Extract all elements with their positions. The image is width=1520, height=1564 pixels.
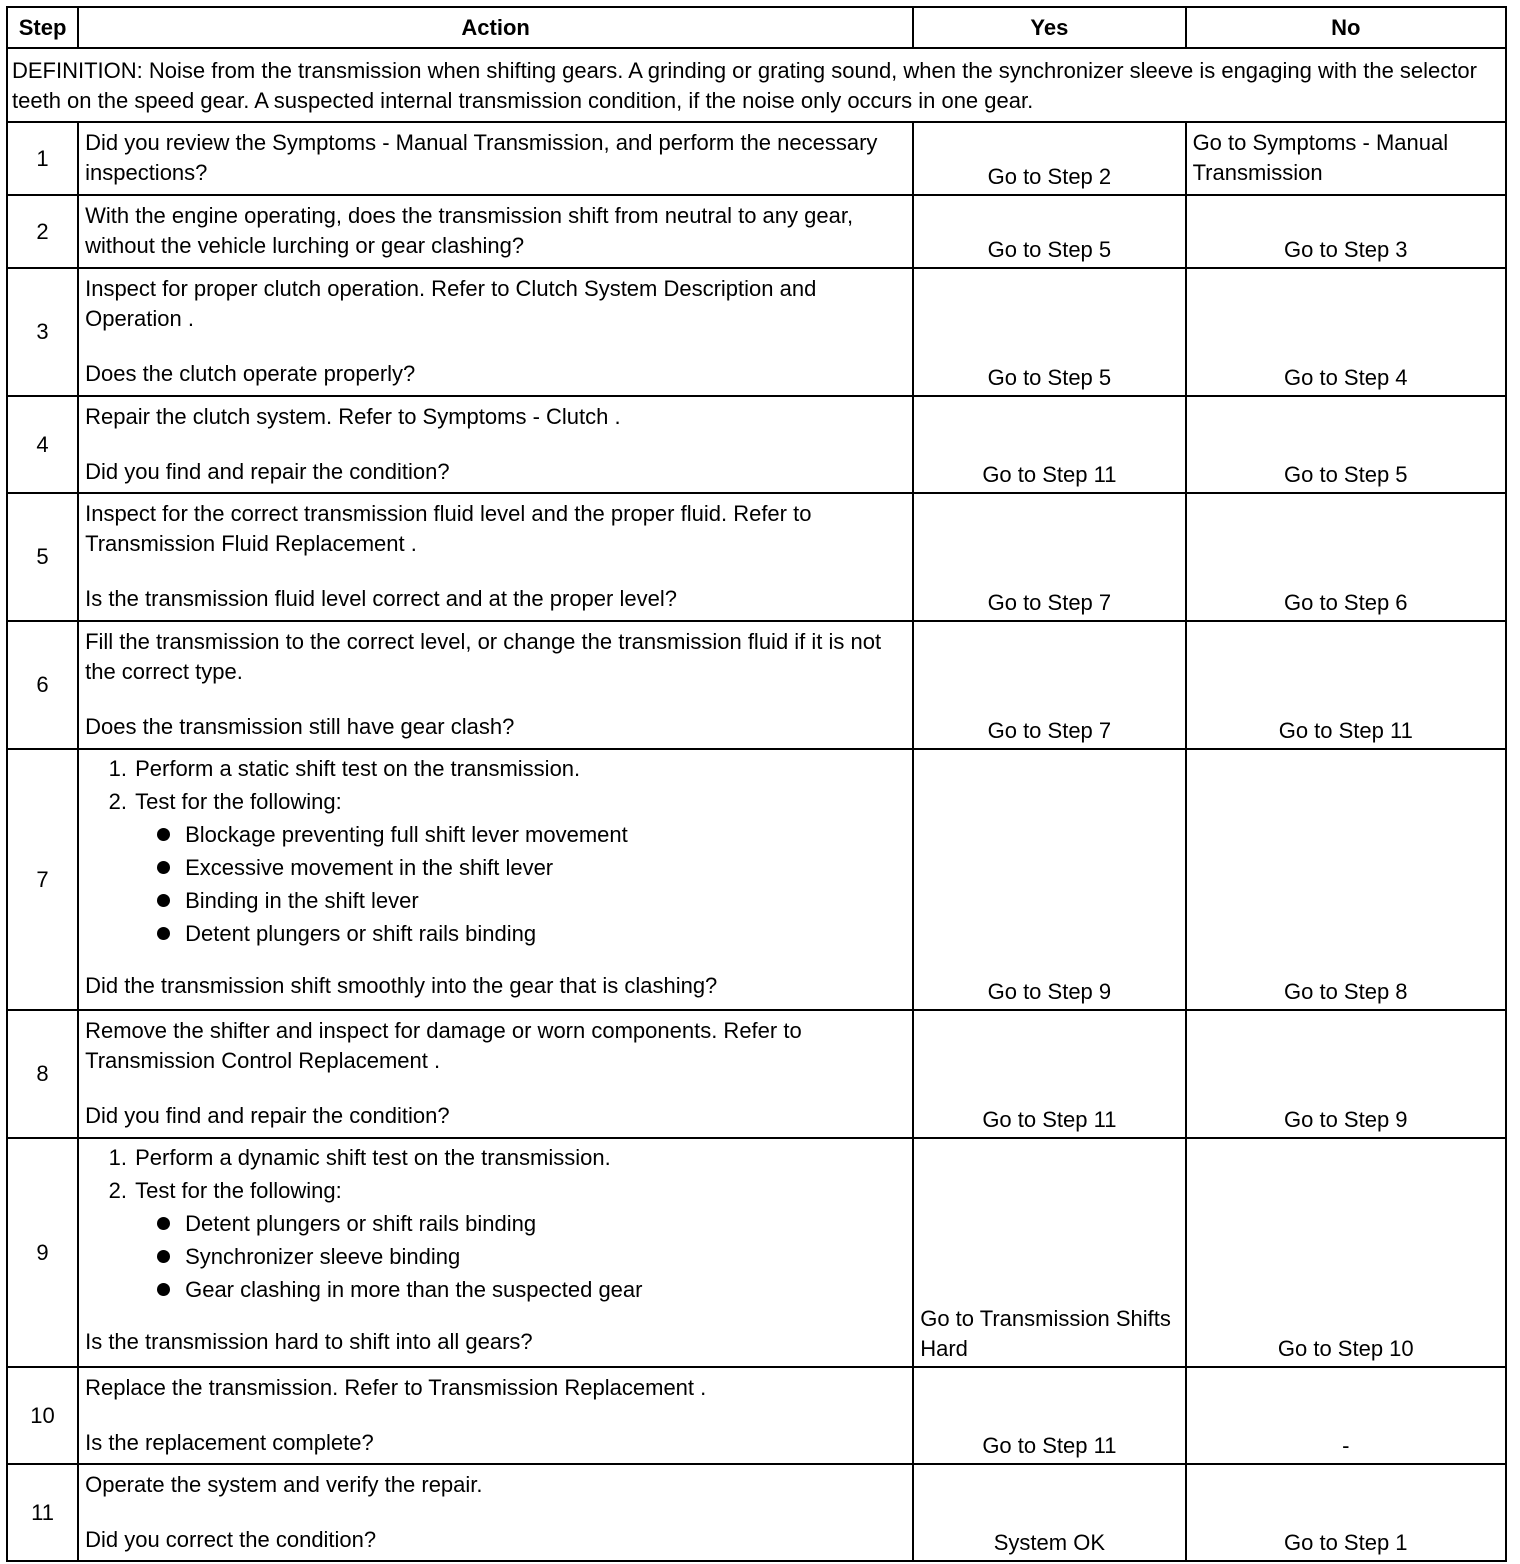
table-row	[7, 749, 1506, 1010]
table-row	[7, 1464, 1506, 1561]
bullet-item	[157, 1273, 906, 1306]
no-cell: Go to Step 5	[1186, 396, 1506, 493]
step-number: 7	[7, 749, 78, 1010]
no-cell: Go to Step 1	[1186, 1464, 1506, 1561]
list-item-text: Test for the following:	[135, 1178, 342, 1203]
action-text: Remove the shifter and inspect for damage or worn components. Refer to Transmission Control Replacement .	[85, 1018, 802, 1073]
bullet-text: Excessive movement in the shift lever	[185, 855, 554, 880]
action-cell	[78, 1367, 913, 1464]
list-item	[133, 785, 906, 950]
action-cell	[78, 195, 913, 268]
action-cell	[78, 621, 913, 749]
bullet-text: Gear clashing in more than the suspected gear	[185, 1277, 643, 1302]
action-cell	[78, 493, 913, 621]
bullet-icon	[157, 1217, 170, 1230]
bullet-text: Binding in the shift lever	[185, 888, 419, 913]
table-row	[7, 1367, 1506, 1464]
yes-cell: Go to Transmission Shifts Hard	[913, 1138, 1185, 1367]
no-cell: Go to Step 9	[1186, 1010, 1506, 1138]
yes-cell: Go to Step 9	[913, 749, 1185, 1010]
step-number: 5	[7, 493, 78, 621]
no-cell: Go to Symptoms - Manual Transmission	[1186, 122, 1506, 195]
step-number: 10	[7, 1367, 78, 1464]
action-question: Did you find and repair the condition?	[85, 459, 450, 484]
table-row	[7, 195, 1506, 268]
step-number: 6	[7, 621, 78, 749]
bullet-icon	[157, 1283, 170, 1296]
yes-cell: Go to Step 5	[913, 195, 1185, 268]
action-text: With the engine operating, does the transmission shift from neutral to any gear, without the vehicle lurching or gear clashing?	[85, 203, 854, 258]
step-number: 1	[7, 122, 78, 195]
action-question: Did the transmission shift smoothly into the gear that is clashing?	[85, 973, 718, 998]
table-row	[7, 268, 1506, 396]
step-number: 4	[7, 396, 78, 493]
bullet-text: Synchronizer sleeve binding	[185, 1244, 461, 1269]
bullet-icon	[157, 828, 170, 841]
table-row	[7, 1010, 1506, 1138]
numbered-list	[85, 1141, 906, 1306]
yes-cell: Go to Step 5	[913, 268, 1185, 396]
action-question: Does the clutch operate properly?	[85, 361, 416, 386]
header-action: Action	[78, 7, 913, 48]
bullet-item	[157, 851, 906, 884]
bullet-item	[157, 917, 906, 950]
action-cell	[78, 122, 913, 195]
numbered-list	[85, 752, 906, 950]
header-row	[7, 7, 1506, 48]
bullet-item	[157, 884, 906, 917]
step-number: 9	[7, 1138, 78, 1367]
list-item-text: Test for the following:	[135, 789, 342, 814]
bullet-text: Detent plungers or shift rails binding	[185, 1211, 537, 1236]
table-row	[7, 122, 1506, 195]
action-text: Did you review the Symptoms - Manual Transmission, and perform the necessary inspections?	[85, 130, 878, 185]
definition-row	[7, 48, 1506, 122]
step-number: 11	[7, 1464, 78, 1561]
list-item	[133, 1174, 906, 1306]
action-cell	[78, 749, 913, 1010]
list-item: 1. Perform a dynamic shift test on the transmission.	[133, 1141, 906, 1174]
action-question: Is the transmission fluid level correct and at the proper level?	[85, 586, 677, 611]
action-text: Repair the clutch system. Refer to Symptoms - Clutch .	[85, 404, 621, 429]
action-question: Is the transmission hard to shift into all gears?	[85, 1329, 533, 1354]
no-cell: Go to Step 3	[1186, 195, 1506, 268]
list-item: 1. Perform a static shift test on the transmission.	[133, 752, 906, 785]
yes-cell: Go to Step 7	[913, 493, 1185, 621]
no-cell: Go to Step 8	[1186, 749, 1506, 1010]
bullet-list	[135, 1207, 906, 1306]
no-cell: Go to Step 11	[1186, 621, 1506, 749]
step-number: 8	[7, 1010, 78, 1138]
bullet-icon	[157, 861, 170, 874]
table-row	[7, 1138, 1506, 1367]
no-cell: Go to Step 4	[1186, 268, 1506, 396]
no-cell: -	[1186, 1367, 1506, 1464]
bullet-icon	[157, 927, 170, 940]
no-cell: Go to Step 10	[1186, 1138, 1506, 1367]
yes-cell: Go to Step 11	[913, 1367, 1185, 1464]
action-question: Does the transmission still have gear clash?	[85, 714, 515, 739]
bullet-text: Detent plungers or shift rails binding	[185, 921, 537, 946]
action-text: Inspect for the correct transmission fluid level and the proper fluid. Refer to Transmission Fluid Replacement .	[85, 501, 812, 556]
definition-text: DEFINITION: Noise from the transmission when shifting gears. A grinding or grating sound, when the synchronizer sleeve is engaging with the selector teeth on the speed gear. A suspected internal transmission condition, if the noise only occurs in one gear.	[7, 48, 1506, 122]
table-row	[7, 396, 1506, 493]
action-cell	[78, 1138, 913, 1367]
yes-cell: Go to Step 11	[913, 1010, 1185, 1138]
bullet-icon	[157, 894, 170, 907]
table-row	[7, 621, 1506, 749]
bullet-item	[157, 1240, 906, 1273]
action-question: Did you find and repair the condition?	[85, 1103, 450, 1128]
action-question: Is the replacement complete?	[85, 1430, 374, 1455]
step-number: 3	[7, 268, 78, 396]
diagnostic-table	[6, 6, 1507, 1562]
action-cell	[78, 268, 913, 396]
bullet-text: Blockage preventing full shift lever movement	[185, 822, 628, 847]
header-yes: Yes	[913, 7, 1185, 48]
no-cell: Go to Step 6	[1186, 493, 1506, 621]
bullet-list	[135, 818, 906, 950]
action-cell	[78, 396, 913, 493]
action-cell	[78, 1464, 913, 1561]
yes-cell: Go to Step 11	[913, 396, 1185, 493]
yes-cell: System OK	[913, 1464, 1185, 1561]
yes-cell: Go to Step 2	[913, 122, 1185, 195]
bullet-icon	[157, 1250, 170, 1263]
bullet-item	[157, 1207, 906, 1240]
bullet-item	[157, 818, 906, 851]
action-question: Did you correct the condition?	[85, 1527, 377, 1552]
step-number: 2	[7, 195, 78, 268]
header-no: No	[1186, 7, 1506, 48]
action-text: Operate the system and verify the repair.	[85, 1472, 483, 1497]
action-text: Fill the transmission to the correct level, or change the transmission fluid if it is not the correct type.	[85, 629, 882, 684]
yes-cell: Go to Step 7	[913, 621, 1185, 749]
header-step: Step	[7, 7, 78, 48]
action-text: Inspect for proper clutch operation. Refer to Clutch System Description and Operation .	[85, 276, 817, 331]
action-cell	[78, 1010, 913, 1138]
table-row	[7, 493, 1506, 621]
action-text: Replace the transmission. Refer to Transmission Replacement .	[85, 1375, 707, 1400]
